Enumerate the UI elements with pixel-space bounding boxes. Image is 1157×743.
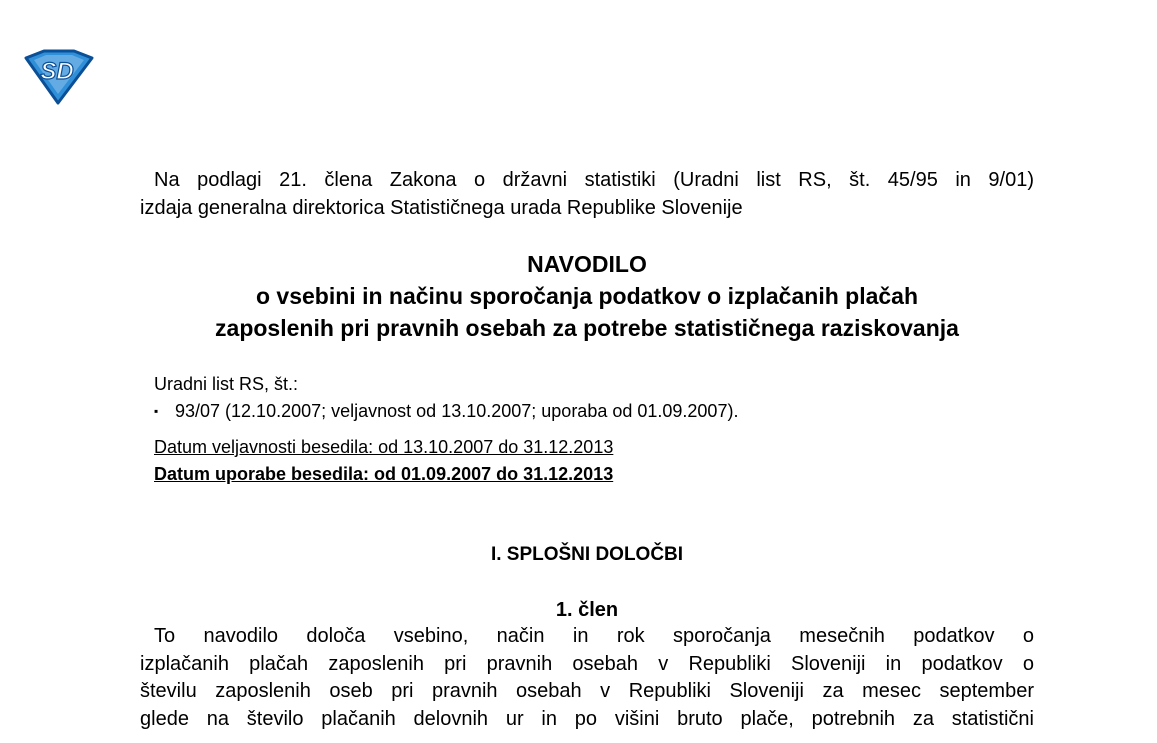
article-line: To navodilo določa vsebino, način in rok sporočanja mesečnih podatkov o xyxy=(154,625,1034,647)
article-line: izplačanih plačah zaposlenih pri pravnih osebah v Republiki Sloveniji in podatkov o xyxy=(140,652,1034,675)
application-date: Datum uporabe besedila: od 01.09.2007 do 31.12.2013 xyxy=(154,464,614,484)
bullet-icon: ▪ xyxy=(154,404,159,418)
section-heading: I. SPLOŠNI DOLOČBI xyxy=(490,544,684,565)
logo-lettering: SD xyxy=(40,58,74,85)
article-body xyxy=(140,623,1034,733)
sd-shield-logo-icon xyxy=(22,48,96,106)
gazette-label: Uradni list RS, št.: xyxy=(154,374,299,394)
sd-logo xyxy=(22,48,96,106)
article-line: glede na število plačanih delovnih ur in po višini bruto plače, potrebnih za statistični xyxy=(140,707,1034,730)
validity-dates xyxy=(154,434,1034,488)
title-main: NAVODILO xyxy=(527,251,647,277)
title-subtitle-line-2: zaposlenih pri pravnih osebah za potrebe statističnega raziskovanja xyxy=(215,315,959,341)
intro-line-2: izdaja generalna direktorica Statističnega urada Republike Slovenije xyxy=(140,197,743,219)
gazette-references xyxy=(154,371,1034,425)
intro-line-1: Na podlagi 21. člena Zakona o državni statistiki (Uradni list RS, št. 45/95 in 9/01) xyxy=(154,169,1034,191)
document-title xyxy=(140,248,1034,344)
intro-paragraph xyxy=(140,166,1034,222)
gazette-entry-text: 93/07 (12.10.2007; veljavnost od 13.10.2007; uporaba od 01.09.2007). xyxy=(175,401,739,421)
validity-date: Datum veljavnosti besedila: od 13.10.2007 do 31.12.2013 xyxy=(154,437,614,457)
article-heading: 1. člen xyxy=(555,599,619,621)
article-line: številu zaposlenih oseb pri pravnih osebah v Republiki Sloveniji za mesec september xyxy=(140,680,1034,702)
gazette-entry xyxy=(154,398,1034,425)
title-subtitle-line-1: o vsebini in načinu sporočanja podatkov o izplačanih plačah xyxy=(255,283,919,309)
